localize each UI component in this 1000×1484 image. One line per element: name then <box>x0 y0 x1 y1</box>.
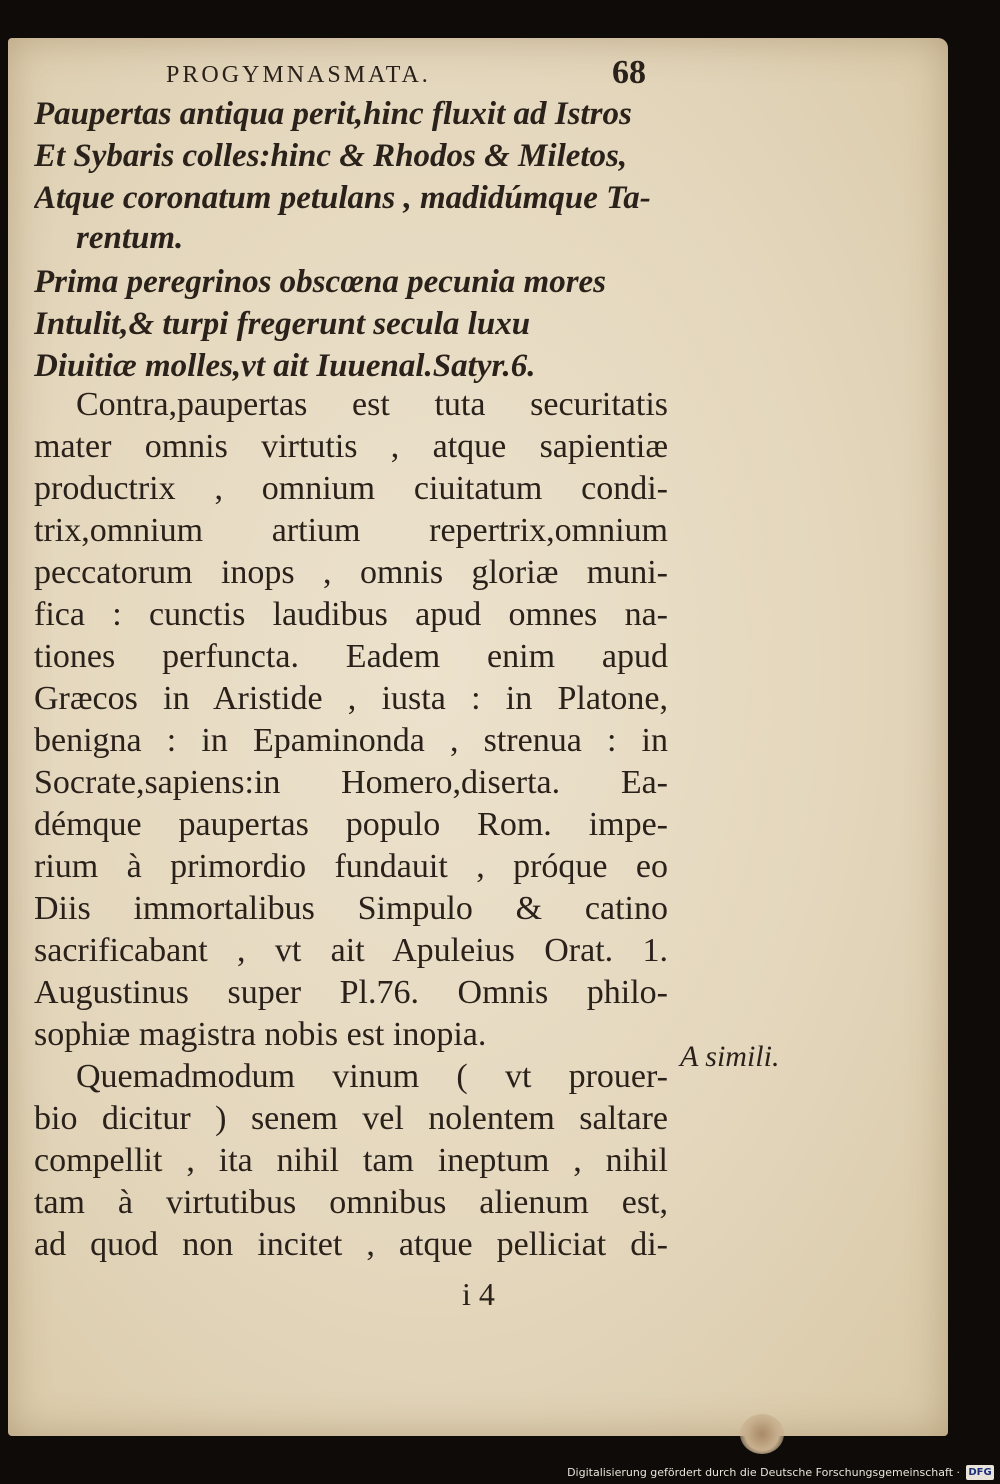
body-line: Contra,paupertas est tuta securitatis <box>76 386 668 423</box>
verse-line: Prima peregrinos obscœna pecunia mores <box>34 264 607 300</box>
dfg-logo-icon: DFG <box>966 1465 994 1480</box>
body-line: trix,omnium artium repertrix,omnium <box>34 512 668 549</box>
verse-line: Atque coronatum petulans , madidúmque Ta- <box>34 180 651 216</box>
body-line: mater omnis virtutis , atque sapientiæ <box>34 428 668 465</box>
body-line: démque paupertas populo Rom. impe- <box>34 806 668 843</box>
verse-line: Intulit,& turpi fregerunt secula luxu <box>34 306 531 342</box>
body-line: tiones perfuncta. Eadem enim apud <box>34 638 668 675</box>
body-line: peccatorum inops , omnis gloriæ muni- <box>34 554 668 591</box>
body-line: compellit , ita nihil tam ineptum , nihil <box>34 1142 668 1179</box>
funding-credit: Digitalisierung gefördert durch die Deutsche Forschungsgemeinschaft · <box>567 1466 960 1479</box>
body-line: bio dicitur ) senem vel nolentem saltare <box>34 1100 668 1137</box>
body-line: productrix , omnium ciuitatum condi- <box>34 470 668 507</box>
body-line: sophiæ magistra nobis est inopia. <box>34 1016 487 1053</box>
body-line: Quemadmodum vinum ( vt prouer- <box>76 1058 668 1095</box>
signature-mark: i 4 <box>462 1276 495 1312</box>
running-head: PROGYMNASMATA. <box>166 62 431 88</box>
body-line: rium à primordio fundauit , próque eo <box>34 848 668 885</box>
body-line: benigna : in Epaminonda , strenua : in <box>34 722 668 759</box>
body-line: ad quod non incitet , atque pelliciat di- <box>34 1226 668 1263</box>
verse-line: Et Sybaris colles:hinc & Rhodos & Miletos, <box>34 138 628 174</box>
digitization-footer <box>0 1462 1000 1484</box>
body-line: fica : cunctis laudibus apud omnes na- <box>34 596 668 633</box>
body-line: tam à virtutibus omnibus alienum est, <box>34 1184 668 1221</box>
body-line: Augustinus super Pl.76. Omnis philo- <box>34 974 668 1011</box>
body-line: Diis immortalibus Simpulo & catino <box>34 890 668 927</box>
verse-line: rentum. <box>76 220 184 256</box>
verse-line: Diuitiæ molles,vt ait Iuuenal.Satyr.6. <box>34 348 536 384</box>
body-line: Græcos in Aristide , iusta : in Platone, <box>34 680 668 717</box>
page-number: 68 <box>612 54 646 91</box>
body-line: Socrate,sapiens:in Homero,diserta. Ea- <box>34 764 668 801</box>
verse-line: Paupertas antiqua perit,hinc fluxit ad Istros <box>34 96 632 132</box>
marginal-note: A simili. <box>680 1040 780 1073</box>
body-line: sacrificabant , vt ait Apuleius Orat. 1. <box>34 932 668 969</box>
